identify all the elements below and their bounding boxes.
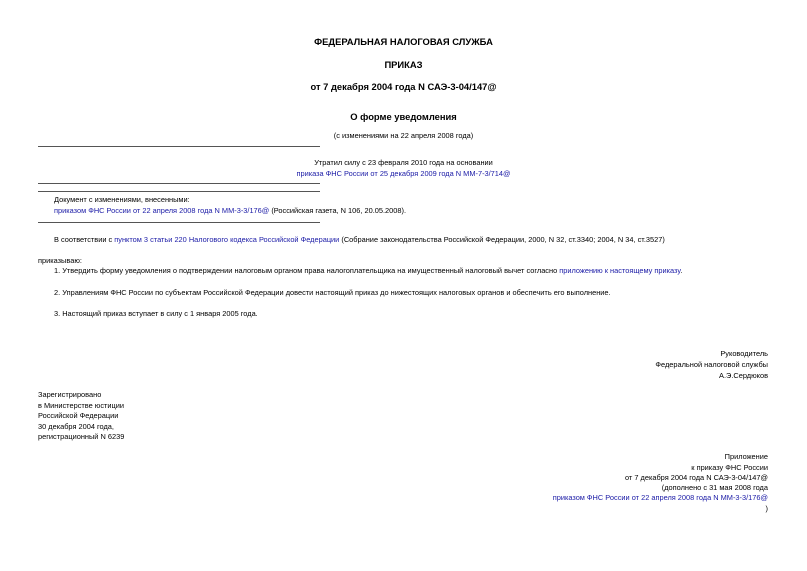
agency-heading: ФЕДЕРАЛЬНАЯ НАЛОГОВАЯ СЛУЖБА: [314, 36, 493, 47]
basis-paragraph: [54, 236, 665, 243]
appendix-line: ): [765, 504, 768, 513]
amendments-link[interactable]: приказом ФНС России от 22 апреля 2008 года N ММ-3-3/176@: [54, 206, 270, 215]
amendments-intro: Документ с изменениями, внесенными:: [54, 195, 190, 204]
appendix-line: Приложение: [724, 452, 768, 461]
tax-code-link[interactable]: пунктом 3 статьи 220 Налогового кодекса Российской Федерации: [114, 235, 340, 244]
signature-agency: Федеральной налоговой службы: [655, 360, 768, 369]
doc-date-heading: от 7 декабря 2004 года N САЭ-3-04/147@: [310, 81, 497, 92]
appendix-line: к приказу ФНС России: [691, 463, 768, 472]
amended-note: (с изменениями на 22 апреля 2008 года): [333, 131, 474, 140]
amendments-source: (Российская газета, N 106, 20.05.2008).: [269, 206, 406, 215]
registration-line: Российской Федерации: [38, 411, 119, 420]
order-item-2: 2. Управлениям ФНС России по субъектам Российской Федерации довести настоящий приказ до нижестоящих налоговых органов и обеспечить его выполнение.: [54, 288, 611, 297]
registration-line: в Министерстве юстиции: [38, 401, 125, 410]
registration-number: регистрационный N 6239: [38, 432, 125, 441]
lost-force-text: Утратил силу с 23 февраля 2010 года на основании: [314, 158, 493, 167]
divider: [38, 222, 320, 223]
registration-line: Зарегистрировано: [38, 390, 102, 399]
registration-date: 30 декабря 2004 года,: [38, 422, 114, 431]
appendix-amendment-link[interactable]: приказом ФНС России от 22 апреля 2008 года N ММ-3-3/176@: [552, 493, 768, 502]
basis-suffix: (Собрание законодательства Российской Федерации, 2000, N 32, ст.3340; 2004, N 34, ст.3527): [339, 235, 665, 244]
item1-end: .: [680, 266, 683, 275]
divider: [38, 191, 320, 192]
doc-type-heading: ПРИКАЗ: [384, 59, 423, 70]
item1-text: 1. Утвердить форму уведомления о подтверждении налоговым органом права налогоплательщика на имущественный налоговый вычет согласно: [54, 266, 560, 275]
order-item-3: 3. Настоящий приказ вступает в силу с 1 января 2005 года.: [54, 309, 258, 318]
signature-name: А.Э.Сердюков: [719, 371, 768, 380]
order-item-1: [54, 267, 682, 274]
appendix-line: от 7 декабря 2004 года N САЭ-3-04/147@: [624, 473, 768, 482]
divider: [38, 183, 320, 184]
amendments-line: [54, 207, 406, 214]
appendix-link[interactable]: приложению к настоящему приказу: [559, 266, 681, 275]
appendix-line: (дополнено с 31 мая 2008 года: [661, 483, 768, 492]
divider: [38, 146, 320, 147]
basis-prefix: В соответствии с: [54, 235, 115, 244]
order-word: приказываю:: [38, 256, 82, 265]
signature-position: Руководитель: [720, 349, 768, 358]
lost-force-link[interactable]: приказа ФНС России от 25 декабря 2009 года N ММ-7-3/714@: [296, 169, 511, 178]
doc-title: О форме уведомления: [350, 111, 457, 122]
